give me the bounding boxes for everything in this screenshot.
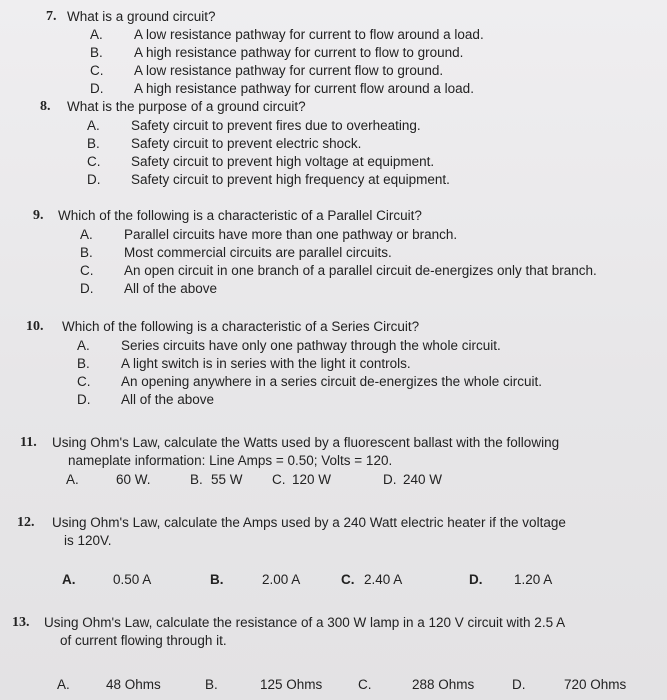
option-c-text[interactable]: 120 W (292, 472, 332, 487)
option-a[interactable]: A. Safety circuit to prevent fires due to overheating. (87, 118, 421, 133)
option-b[interactable]: B. Safety circuit to prevent electric shock. (87, 136, 362, 151)
question-number: 13. (12, 615, 30, 630)
question-number: 9. (33, 208, 44, 223)
option-a-letter[interactable]: A. (66, 472, 79, 487)
option-a[interactable]: A. Parallel circuits have more than one pathway or branch. (80, 227, 458, 242)
option-c[interactable]: C. Safety circuit to prevent high voltage at equipment. (87, 154, 435, 169)
option-c[interactable]: C. A low resistance pathway for current flow to ground. (90, 63, 444, 78)
option-d-letter[interactable]: D. (469, 572, 483, 587)
option-d-text[interactable]: 720 Ohms (564, 677, 627, 692)
question-text: Which of the following is a characteristic of a Parallel Circuit? (58, 208, 422, 223)
option-a-text[interactable]: 48 Ohms (106, 677, 161, 692)
option-b-text[interactable]: 2.00 A (262, 572, 301, 587)
question-number: 12. (17, 515, 35, 530)
option-b-letter[interactable]: B. (205, 677, 218, 692)
option-d-letter[interactable]: D. (512, 677, 526, 692)
option-a[interactable]: A. A low resistance pathway for current to flow around a load. (90, 27, 484, 42)
question-text: What is a ground circuit? (67, 9, 216, 24)
option-b-text[interactable]: 125 Ohms (260, 677, 323, 692)
option-d[interactable]: D. A high resistance pathway for current flow around a load. (90, 81, 474, 96)
question-text-line-1: Using Ohm's Law, calculate the Watts used by a fluorescent ballast with the following (52, 435, 560, 450)
option-b[interactable]: B. Most commercial circuits are parallel circuits. (80, 245, 392, 260)
question-number: 7. (46, 9, 57, 24)
option-c[interactable]: C. An opening anywhere in a series circuit de-energizes the whole circuit. (77, 374, 542, 389)
option-d[interactable]: D. All of the above (80, 281, 218, 296)
option-c-text[interactable]: 2.40 A (364, 572, 403, 587)
question-number: 10. (26, 319, 44, 334)
option-d[interactable]: D. All of the above (77, 392, 215, 407)
option-a-text[interactable]: 0.50 A (113, 572, 152, 587)
question-number: 8. (40, 99, 51, 114)
question-text: What is the purpose of a ground circuit? (67, 99, 306, 114)
option-a-letter[interactable]: A. (62, 572, 76, 587)
option-a-letter[interactable]: A. (57, 677, 70, 692)
option-c-letter[interactable]: C. (341, 572, 355, 587)
option-d[interactable]: D. Safety circuit to prevent high frequency at equipment. (87, 172, 450, 187)
option-c-letter[interactable]: C. (272, 472, 286, 487)
question-text: Which of the following is a characteristic of a Series Circuit? (62, 319, 420, 334)
question-number: 11. (20, 435, 37, 450)
question-text-line-2: of current flowing through it. (60, 633, 227, 648)
option-d-text[interactable]: 1.20 A (514, 572, 553, 587)
option-a-text[interactable]: 60 W. (116, 472, 151, 487)
option-d-text[interactable]: 240 W (403, 472, 443, 487)
option-a[interactable]: A. Series circuits have only one pathway through the whole circuit. (77, 338, 501, 353)
option-b-letter[interactable]: B. (190, 472, 203, 487)
option-c[interactable]: C. An open circuit in one branch of a parallel circuit de-energizes only that branch. (80, 263, 597, 278)
option-b[interactable]: B. A light switch is in series with the light it controls. (77, 356, 411, 371)
option-c-text[interactable]: 288 Ohms (412, 677, 475, 692)
question-text-line-2: nameplate information: Line Amps = 0.50; Volts = 120. (68, 453, 393, 468)
question-text-line-1: Using Ohm's Law, calculate the Amps used by a 240 Watt electric heater if the voltage (52, 515, 566, 530)
question-text-line-1: Using Ohm's Law, calculate the resistance of a 300 W lamp in a 120 V circuit with 2.5 A (44, 615, 566, 630)
option-b-letter[interactable]: B. (210, 572, 224, 587)
question-text-line-2: is 120V. (64, 533, 112, 548)
option-c-letter[interactable]: C. (358, 677, 372, 692)
option-d-letter[interactable]: D. (383, 472, 397, 487)
option-b-text[interactable]: 55 W (211, 472, 243, 487)
option-b[interactable]: B. A high resistance pathway for current to flow to ground. (90, 45, 464, 60)
